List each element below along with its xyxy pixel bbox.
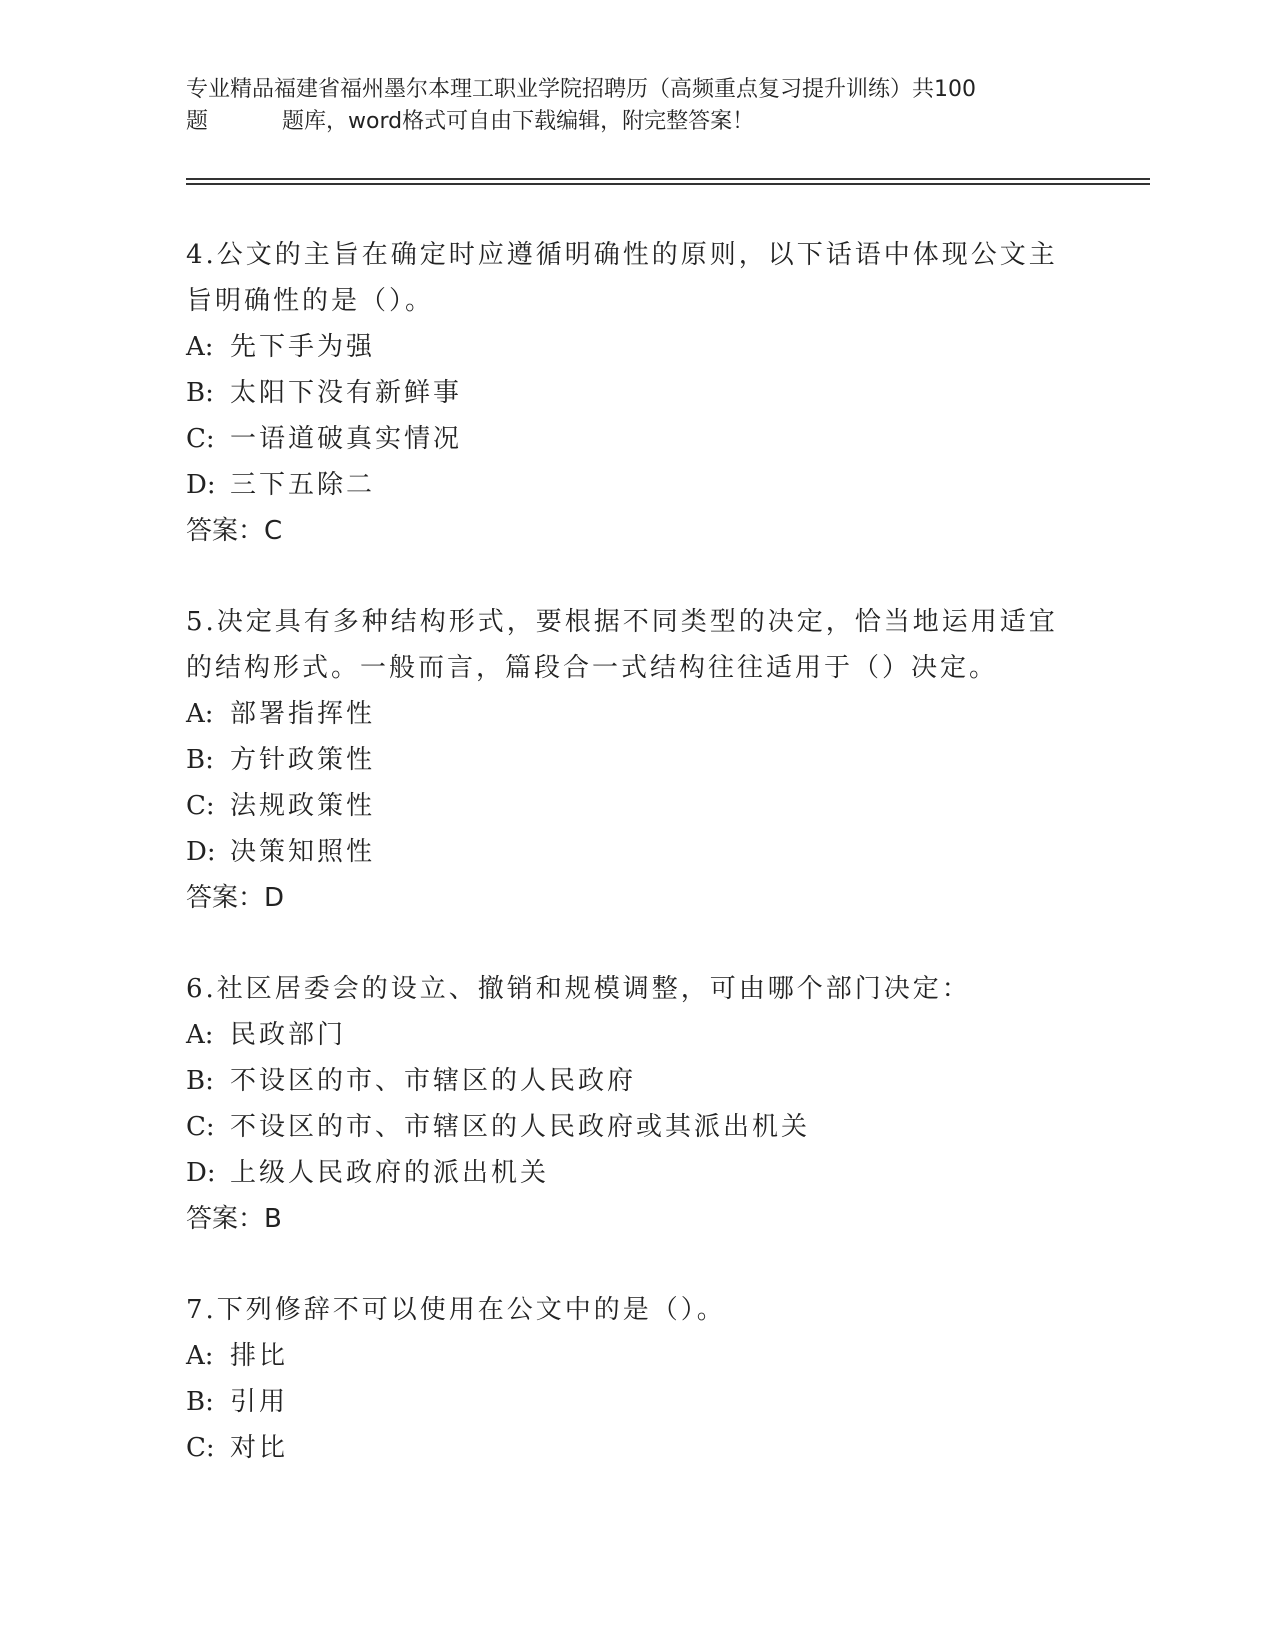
option-letter: D: [186,1158,216,1188]
option-text: 先下手为强 [230,332,376,362]
option-text: 三下五除二 [230,470,376,500]
option-a [186,1333,1086,1379]
option-c [186,416,1086,462]
option-text: 部署指挥性 [230,699,376,729]
option-text: 对比 [230,1433,289,1463]
option-b [186,370,1086,416]
option-letter: A: [186,332,214,362]
option-letter: D: [186,470,216,500]
question-text: 5.决定具有多种结构形式，要根据不同类型的决定，恰当地运用适宜的结构形式。一般而言，篇段合一式结构往往适用于（）决定。 [186,607,1058,683]
option-letter: C: [186,791,215,821]
header-divider-top [186,178,1150,180]
question-block [186,1287,1086,1471]
option-letter: C: [186,424,215,454]
option-a [186,691,1086,737]
option-text: 太阳下没有新鲜事 [230,378,463,408]
question-text: 6.社区居委会的设立、撤销和规模调整，可由哪个部门决定： [186,974,971,1004]
option-c [186,1425,1086,1471]
header-title-line-2-lead: 题 [186,109,209,134]
option-text: 不设区的市、市辖区的人民政府 [230,1066,637,1096]
document-header [186,74,1086,138]
question-text: 4.公文的主旨在确定时应遵循明确性的原则，以下话语中体现公文主旨明确性的是（）。 [186,240,1058,316]
option-b [186,1379,1086,1425]
answer-text: 答案：D [186,883,285,913]
option-c [186,1104,1086,1150]
option-text: 排比 [230,1341,289,1371]
question-list [186,232,1086,1516]
option-text: 决策知照性 [230,837,376,867]
question-block [186,966,1086,1242]
option-text: 不设区的市、市辖区的人民政府或其派出机关 [230,1112,811,1142]
option-b [186,1058,1086,1104]
option-text: 引用 [230,1387,289,1417]
option-b [186,737,1086,783]
option-letter: C: [186,1112,215,1142]
option-a [186,324,1086,370]
header-title-line-2-rest: 题库，word格式可自由下载编辑，附完整答案！ [282,109,755,134]
question-text: 7.下列修辞不可以使用在公文中的是（）。 [186,1295,726,1325]
option-letter: A: [186,699,214,729]
option-letter: B: [186,1387,214,1417]
option-letter: C: [186,1433,215,1463]
option-d [186,462,1086,508]
answer-text: 答案：C [186,516,283,546]
option-text: 方针政策性 [230,745,376,775]
option-d [186,829,1086,875]
option-letter: B: [186,745,214,775]
option-letter: B: [186,1066,214,1096]
header-title-line-1: 专业精品福建省福州墨尔本理工职业学院招聘历（高频重点复习提升训练）共100 [186,77,976,102]
option-letter: D: [186,837,216,867]
option-text: 法规政策性 [230,791,376,821]
header-title-line-2 [186,106,1086,138]
question-block [186,232,1086,554]
option-letter: B: [186,378,214,408]
header-divider-bottom [186,183,1150,185]
option-text: 民政部门 [230,1020,347,1050]
answer-text: 答案：B [186,1204,282,1234]
option-text: 上级人民政府的派出机关 [230,1158,550,1188]
option-letter: A: [186,1341,214,1371]
option-c [186,783,1086,829]
option-letter: A: [186,1020,214,1050]
option-text: 一语道破真实情况 [230,424,463,454]
question-block [186,599,1086,921]
option-d [186,1150,1086,1196]
option-a [186,1012,1086,1058]
